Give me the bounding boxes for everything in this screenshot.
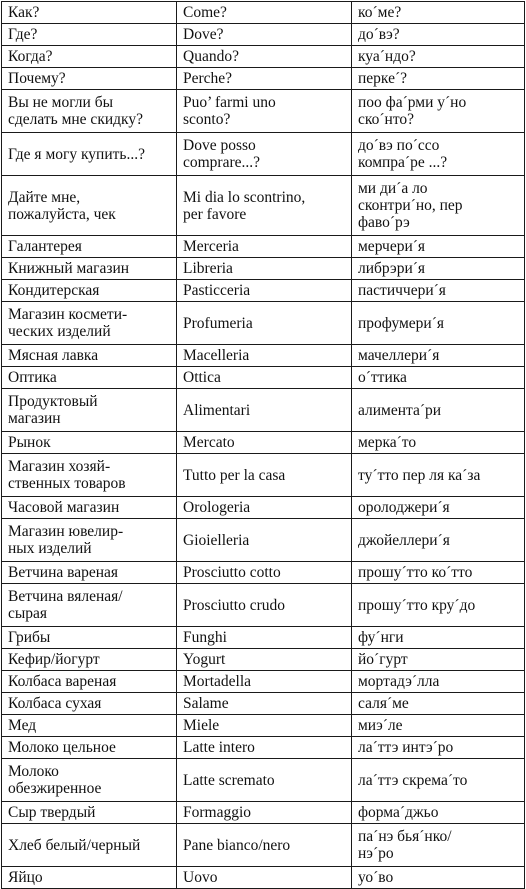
transcription-cell: ту´тто пер ля ка´за [352, 454, 525, 497]
russian-phrase-cell: Как? [2, 2, 177, 24]
italian-phrase-cell: Yogurt [177, 649, 352, 671]
italian-phrase-cell: Formaggio [177, 802, 352, 824]
transcription-cell: ко´ме? [352, 2, 525, 24]
russian-phrase-cell: Почему? [2, 68, 177, 90]
transcription-cell: оролоджери´я [352, 497, 525, 519]
transcription-cell: перке´? [352, 68, 525, 90]
transcription-cell: па´нэ бья´нко/ нэ´ро [352, 824, 525, 867]
transcription-cell: поо фа´рми у´но ско´нто? [352, 90, 525, 133]
italian-phrase-cell: Latte intero [177, 737, 352, 759]
italian-phrase-cell: Quando? [177, 46, 352, 68]
russian-phrase-cell: Где? [2, 24, 177, 46]
russian-phrase-cell: Рынок [2, 432, 177, 454]
transcription-cell: ми ди´а ло сконтри´но, пер фаво´рэ [352, 176, 525, 236]
russian-phrase-cell: Яйцо [2, 867, 177, 889]
russian-phrase-cell: Дайте мне, пожалуйста, чек [2, 176, 177, 236]
italian-phrase-cell: Alimentari [177, 389, 352, 432]
table-row [2, 715, 525, 737]
russian-phrase-cell: Молоко цельное [2, 737, 177, 759]
transcription-cell: мерка´то [352, 432, 525, 454]
transcription-cell: куа´ндо? [352, 46, 525, 68]
table-row [2, 562, 525, 584]
transcription-cell: мерчери´я [352, 236, 525, 258]
table-row [2, 68, 525, 90]
italian-phrase-cell: Uovo [177, 867, 352, 889]
italian-phrase-cell: Dove posso comprare...? [177, 133, 352, 176]
italian-phrase-cell: Prosciutto cotto [177, 562, 352, 584]
table-row [2, 258, 525, 280]
transcription-cell: форма´джьо [352, 802, 525, 824]
russian-phrase-cell: Колбаса вареная [2, 671, 177, 693]
transcription-cell: мортадэ´лла [352, 671, 525, 693]
russian-phrase-cell: Где я могу купить...? [2, 133, 177, 176]
russian-phrase-cell: Хлеб белый/черный [2, 824, 177, 867]
transcription-cell: мачеллери´я [352, 345, 525, 367]
table-row [2, 345, 525, 367]
italian-phrase-cell: Orologeria [177, 497, 352, 519]
russian-phrase-cell: Ветчина вареная [2, 562, 177, 584]
table-row [2, 584, 525, 627]
table-row [2, 24, 525, 46]
italian-phrase-cell: Perche? [177, 68, 352, 90]
transcription-cell: саля´ме [352, 693, 525, 715]
italian-phrase-cell: Tutto per la casa [177, 454, 352, 497]
transcription-cell: до´вэ? [352, 24, 525, 46]
table-row [2, 671, 525, 693]
transcription-cell: джойеллери´я [352, 519, 525, 562]
transcription-cell: фу´нги [352, 627, 525, 649]
italian-phrase-cell: Dove? [177, 24, 352, 46]
russian-phrase-cell: Галантерея [2, 236, 177, 258]
table-row [2, 302, 525, 345]
table-row [2, 649, 525, 671]
italian-phrase-cell: Puo’ farmi uno sconto? [177, 90, 352, 133]
italian-phrase-cell: Gioielleria [177, 519, 352, 562]
table-row [2, 46, 525, 68]
table-row [2, 367, 525, 389]
transcription-cell: ла´ттэ интэ´ро [352, 737, 525, 759]
table-row [2, 90, 525, 133]
italian-phrase-cell: Mi dia lo scontrino, per favore [177, 176, 352, 236]
italian-phrase-cell: Come? [177, 2, 352, 24]
transcription-cell: алимента´ри [352, 389, 525, 432]
table-row [2, 280, 525, 302]
transcription-cell: прошу´тто кру´до [352, 584, 525, 627]
italian-phrase-cell: Mercato [177, 432, 352, 454]
italian-phrase-cell: Pane bianco/nero [177, 824, 352, 867]
russian-phrase-cell: Книжный магазин [2, 258, 177, 280]
table-row [2, 737, 525, 759]
russian-phrase-cell: Мед [2, 715, 177, 737]
transcription-cell: прошу´тто ко´тто [352, 562, 525, 584]
transcription-cell: до´вэ по´ссо компра´ре ...? [352, 133, 525, 176]
table-row [2, 389, 525, 432]
russian-phrase-cell: Сыр твердый [2, 802, 177, 824]
italian-phrase-cell: Libreria [177, 258, 352, 280]
table-row [2, 497, 525, 519]
italian-phrase-cell: Merceria [177, 236, 352, 258]
italian-phrase-cell: Mortadella [177, 671, 352, 693]
table-row [2, 432, 525, 454]
italian-phrase-cell: Prosciutto crudo [177, 584, 352, 627]
table-row [2, 176, 525, 236]
russian-phrase-cell: Грибы [2, 627, 177, 649]
transcription-cell: уо´во [352, 867, 525, 889]
table-row [2, 627, 525, 649]
italian-phrase-cell: Profumeria [177, 302, 352, 345]
phrasebook-body [2, 2, 525, 889]
table-row [2, 454, 525, 497]
transcription-cell: пастиччери´я [352, 280, 525, 302]
table-row [2, 824, 525, 867]
russian-phrase-cell: Оптика [2, 367, 177, 389]
table-row [2, 133, 525, 176]
russian-phrase-cell: Вы не могли бы сделать мне скидку? [2, 90, 177, 133]
italian-phrase-cell: Latte scremato [177, 759, 352, 802]
russian-phrase-cell: Кефир/йогурт [2, 649, 177, 671]
transcription-cell: ла´ттэ скрема´то [352, 759, 525, 802]
table-row [2, 867, 525, 889]
russian-phrase-cell: Продуктовый магазин [2, 389, 177, 432]
italian-phrase-cell: Pasticceria [177, 280, 352, 302]
russian-phrase-cell: Ветчина вяленая/ сырая [2, 584, 177, 627]
italian-phrase-cell: Macelleria [177, 345, 352, 367]
russian-phrase-cell: Часовой магазин [2, 497, 177, 519]
phrasebook-table [1, 1, 525, 889]
italian-phrase-cell: Funghi [177, 627, 352, 649]
table-row [2, 519, 525, 562]
italian-phrase-cell: Salame [177, 693, 352, 715]
russian-phrase-cell: Кондитерская [2, 280, 177, 302]
russian-phrase-cell: Молоко обезжиренное [2, 759, 177, 802]
table-row [2, 802, 525, 824]
table-row [2, 693, 525, 715]
transcription-cell: либрэри´я [352, 258, 525, 280]
italian-phrase-cell: Ottica [177, 367, 352, 389]
transcription-cell: миэ´ле [352, 715, 525, 737]
russian-phrase-cell: Когда? [2, 46, 177, 68]
russian-phrase-cell: Мясная лавка [2, 345, 177, 367]
transcription-cell: о´ттика [352, 367, 525, 389]
table-row [2, 236, 525, 258]
russian-phrase-cell: Магазин космети- ческих изделий [2, 302, 177, 345]
transcription-cell: йо´гурт [352, 649, 525, 671]
table-row [2, 2, 525, 24]
table-row [2, 759, 525, 802]
italian-phrase-cell: Miele [177, 715, 352, 737]
transcription-cell: профумери´я [352, 302, 525, 345]
russian-phrase-cell: Магазин ювелир- ных изделий [2, 519, 177, 562]
russian-phrase-cell: Колбаса сухая [2, 693, 177, 715]
russian-phrase-cell: Магазин хозяй- ственных товаров [2, 454, 177, 497]
